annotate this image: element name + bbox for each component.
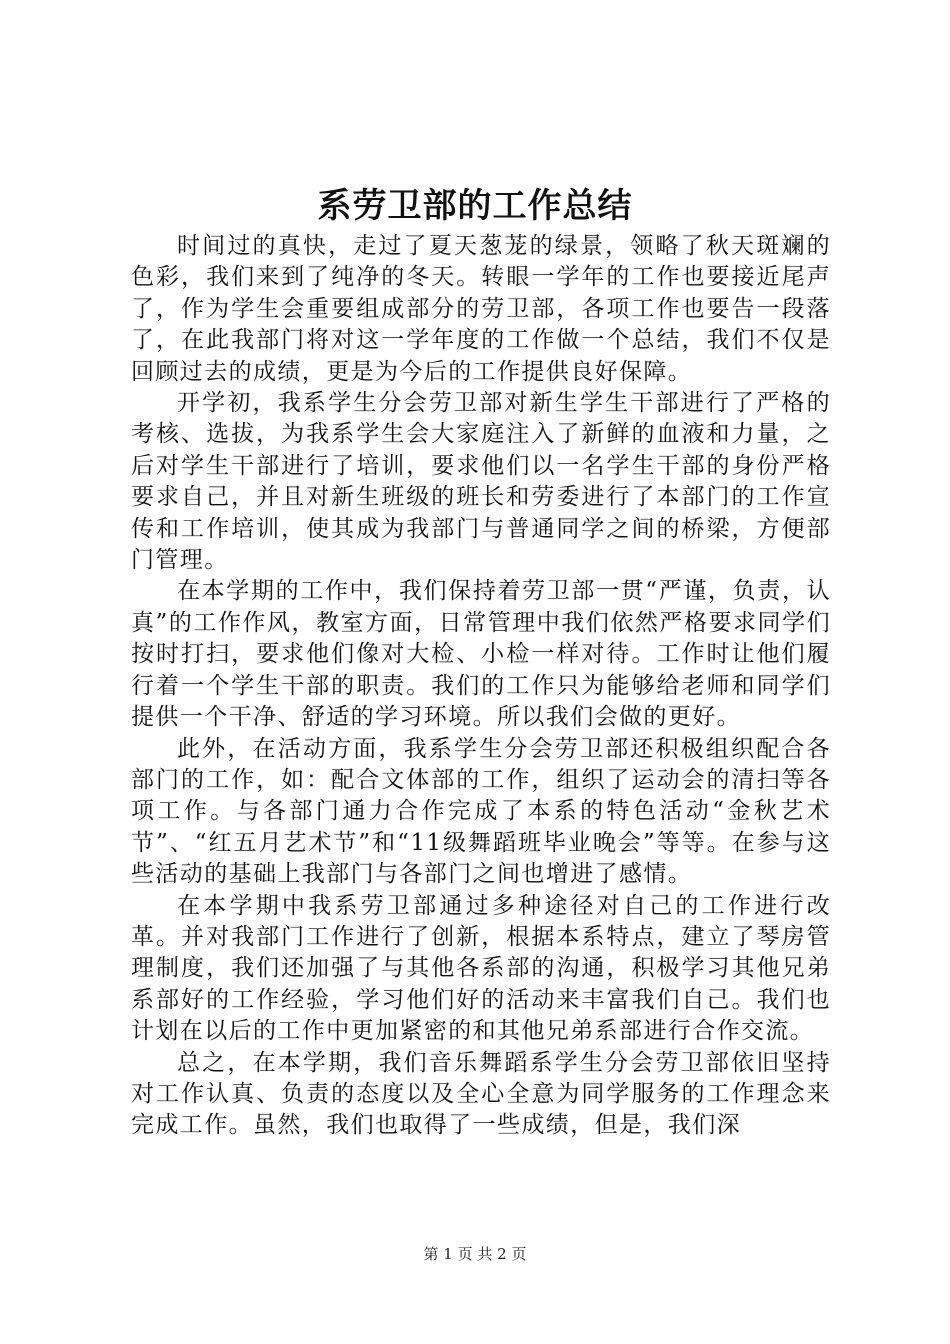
paragraph-3: 在本学期的工作中，我们保持着劳卫部一贯“严谨，负责，认真”的工作作风，教室方面，日常管理中我们依然严格要求同学们按时打扫，要求他们像对大检、小检一样对待。工作时让他们履行着一个学生干部的职责。我们的工作只为能够给老师和同学们提供一个干净、舒适的学习环境。所以我们会做的更好。 (131, 578, 831, 731)
document-title: 系劳卫部的工作总结 (317, 186, 633, 226)
paragraph-5: 在本学期中我系劳卫部通过多种途径对自己的工作进行改革。并对我部门工作进行了创新，根据本系特点，建立了琴房管理制度，我们还加强了与其他各系部的沟通，积极学习其他兄弟系部好的工作经验，学习他们好的活动来丰富我们自己。我们也计划在以后的工作中更加紧密的和其他兄弟系部进行合作交流。 (131, 892, 831, 1045)
document-body (131, 231, 831, 1142)
paragraph-2: 开学初，我系学生分会劳卫部对新生学生干部进行了严格的考核、选拔，为我系学生会大家庭注入了新鲜的血液和力量，之后对学生干部进行了培训，要求他们以一名学生干部的身份严格要求自己，并且对新生班级的班长和劳委进行了本部门的工作宣传和工作培训，使其成为我部门与普通同学之间的桥梁，方便部门管理。 (131, 390, 831, 574)
paragraph-4: 此外，在活动方面，我系学生分会劳卫部还积极组织配合各部门的工作，如：配合文体部的工作，组织了运动会的清扫等各项工作。与各部门通力合作完成了本系的特色活动“金秋艺术节”、“红五月艺术节”和“11级舞蹈班毕业晚会”等等。在参与这些活动的基础上我部门与各部门之间也增进了感情。 (131, 735, 831, 888)
page-number-footer: 第 1 页 共 2 页 (423, 1245, 527, 1263)
paragraph-1: 时间过的真快，走过了夏天葱茏的绿景，领略了秋天斑斓的色彩，我们来到了纯净的冬天。转眼一学年的工作也要接近尾声了，作为学生会重要组成部分的劳卫部，各项工作也要告一段落了，在此我部门将对这一学年度的工作做一个总结，我们不仅是回顾过去的成绩，更是为今后的工作提供良好保障。 (131, 233, 831, 385)
paragraph-6: 总之，在本学期，我们音乐舞蹈系学生分会劳卫部依旧坚持对工作认真、负责的态度以及全心全意为同学服务的工作理念来完成工作。虽然，我们也取得了一些成绩，但是，我们深 (131, 1049, 831, 1139)
